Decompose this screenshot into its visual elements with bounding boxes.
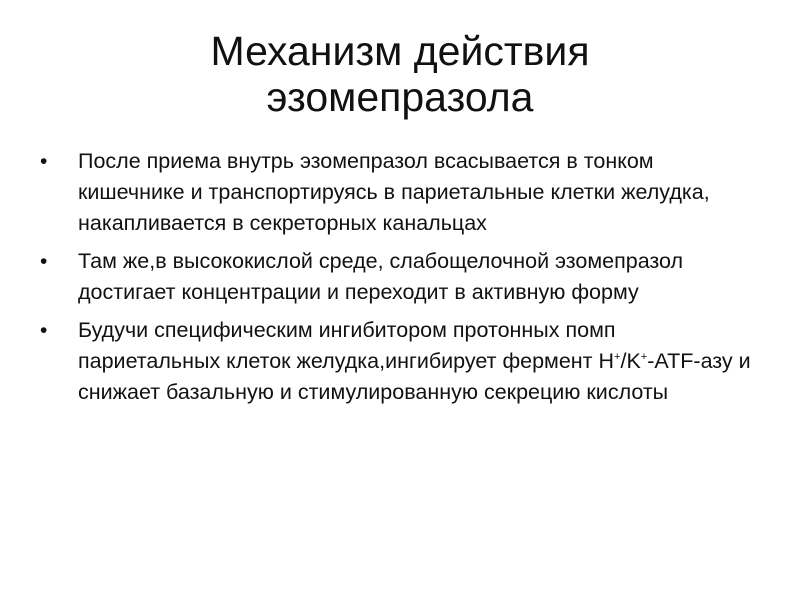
bullet-marker: • [40, 150, 48, 173]
bullet-text-part-1: Будучи специфическим ингибитором протонных помп париетальных клеток желудка,ингибирует фермент H [78, 318, 616, 373]
bullet-marker: • [40, 250, 48, 273]
bullet-item-absorption [40, 146, 760, 239]
bullet-text-part-2: /K [620, 349, 641, 373]
potassium-charge: + [640, 350, 648, 363]
title-line-2: эзомепразола [266, 74, 534, 120]
slide-title [0, 28, 800, 120]
title-line-1: Механизм действия [210, 28, 590, 74]
bullet-text-part-3: -ATF-азу и снижает базальную и стимулированную секрецию кислоты [78, 349, 751, 404]
bullet-text: Там же,в высококислой среде, слабощелочной эзомепразол достигает концентрации и переходит в активную форму [78, 249, 684, 304]
bullet-item-inhibition [40, 315, 760, 408]
bullet-text [78, 318, 751, 404]
hydrogen-charge: + [614, 350, 621, 363]
bullet-item-activation [40, 246, 760, 308]
bullet-list [40, 146, 760, 415]
bullet-text: После приема внутрь эзомепразол всасывается в тонком кишечнике и транспортируясь в париетальные клетки желудка, накапливается в секреторных канальцах [78, 149, 710, 235]
bullet-marker: • [40, 319, 48, 342]
